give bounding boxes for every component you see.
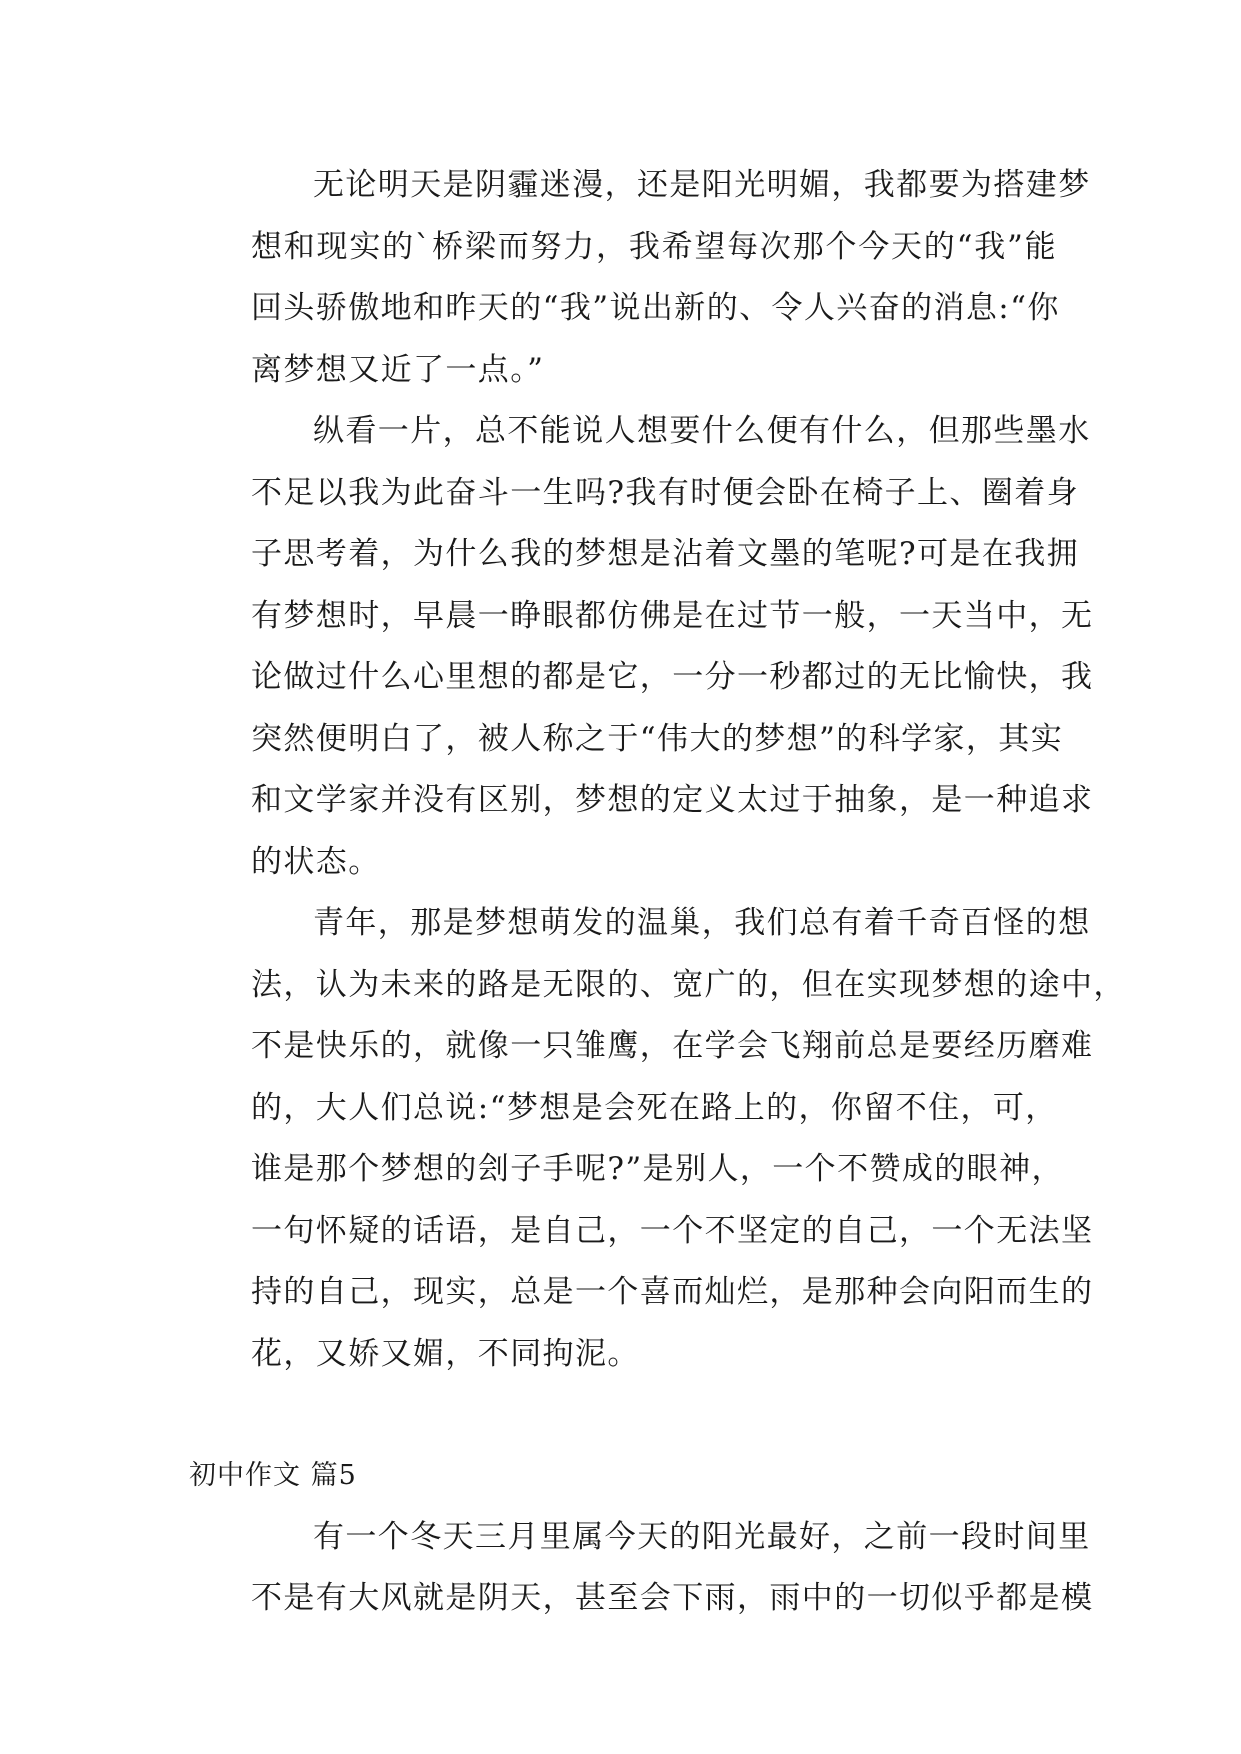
paragraph-4 <box>189 1507 1094 1630</box>
paragraph-line: 离梦想又近了一点。” <box>251 351 545 388</box>
paragraph-line: 的，大人们总说:“梦想是会死在路上的，你留不住，可， <box>251 1089 1058 1126</box>
paragraph-line: 不足以我为此奋斗一生吗?我有时便会卧在椅子上、圈着身 <box>251 474 1080 511</box>
paragraph-line: 有梦想时，早晨一睁眼都仿佛是在过节一般，一天当中，无 <box>251 597 1094 634</box>
paragraph-line: 突然便明白了，被人称之于“伟大的梦想”的科学家，其实 <box>251 720 1064 757</box>
paragraph-line: 法，认为未来的路是无限的、宽广的，但在实现梦想的途中， <box>251 966 1126 1003</box>
paragraph-3 <box>189 893 1126 1385</box>
paragraph-line: 有一个冬天三月里属今天的阳光最好，之前一段时间里 <box>313 1518 1091 1555</box>
paragraph-line: 回头骄傲地和昨天的“我”说出新的、令人兴奋的消息:“你 <box>251 290 1060 326</box>
text-column <box>189 155 1126 1630</box>
paragraph-line: 论做过什么心里想的都是它，一分一秒都过的无比愉快，我 <box>251 659 1094 695</box>
paragraph-line: 不是有大风就是阴天，甚至会下雨，雨中的一切似乎都是模 <box>251 1580 1094 1616</box>
paragraph-line: 青年，那是梦想萌发的温巢，我们总有着千奇百怪的想 <box>313 905 1091 941</box>
paragraph-line: 谁是那个梦想的刽子手呢?”是别人，一个不赞成的眼神， <box>251 1151 1064 1187</box>
paragraph-line: 无论明天是阴霾迷漫，还是阳光明媚，我都要为搭建梦 <box>313 167 1091 203</box>
paragraph-line: 子思考着，为什么我的梦想是沾着文墨的笔呢?可是在我拥 <box>251 536 1080 572</box>
paragraph-line: 不是快乐的，就像一只雏鹰，在学会飞翔前总是要经历磨难 <box>251 1028 1094 1064</box>
paragraph-line: 纵看一片，总不能说人想要什么便有什么，但那些墨水 <box>313 413 1091 449</box>
paragraph-line: 一句怀疑的话语，是自己，一个不坚定的自己，一个无法坚 <box>251 1212 1094 1249</box>
paragraph-line: 想和现实的`桥梁而努力，我希望每次那个今天的“我”能 <box>251 228 1057 265</box>
paragraph-2 <box>189 401 1094 893</box>
paragraph-line: 和文学家并没有区别，梦想的定义太过于抽象，是一种追求 <box>251 782 1094 818</box>
paragraph-1 <box>189 155 1091 401</box>
section-heading: 初中作文 篇5 <box>189 1460 357 1491</box>
paragraph-line: 持的自己，现实，总是一个喜而灿烂，是那种会向阳而生的 <box>251 1274 1094 1310</box>
paragraph-line: 花，又娇又媚，不同拘泥。 <box>251 1335 640 1372</box>
paragraph-line: 的状态。 <box>251 843 381 880</box>
